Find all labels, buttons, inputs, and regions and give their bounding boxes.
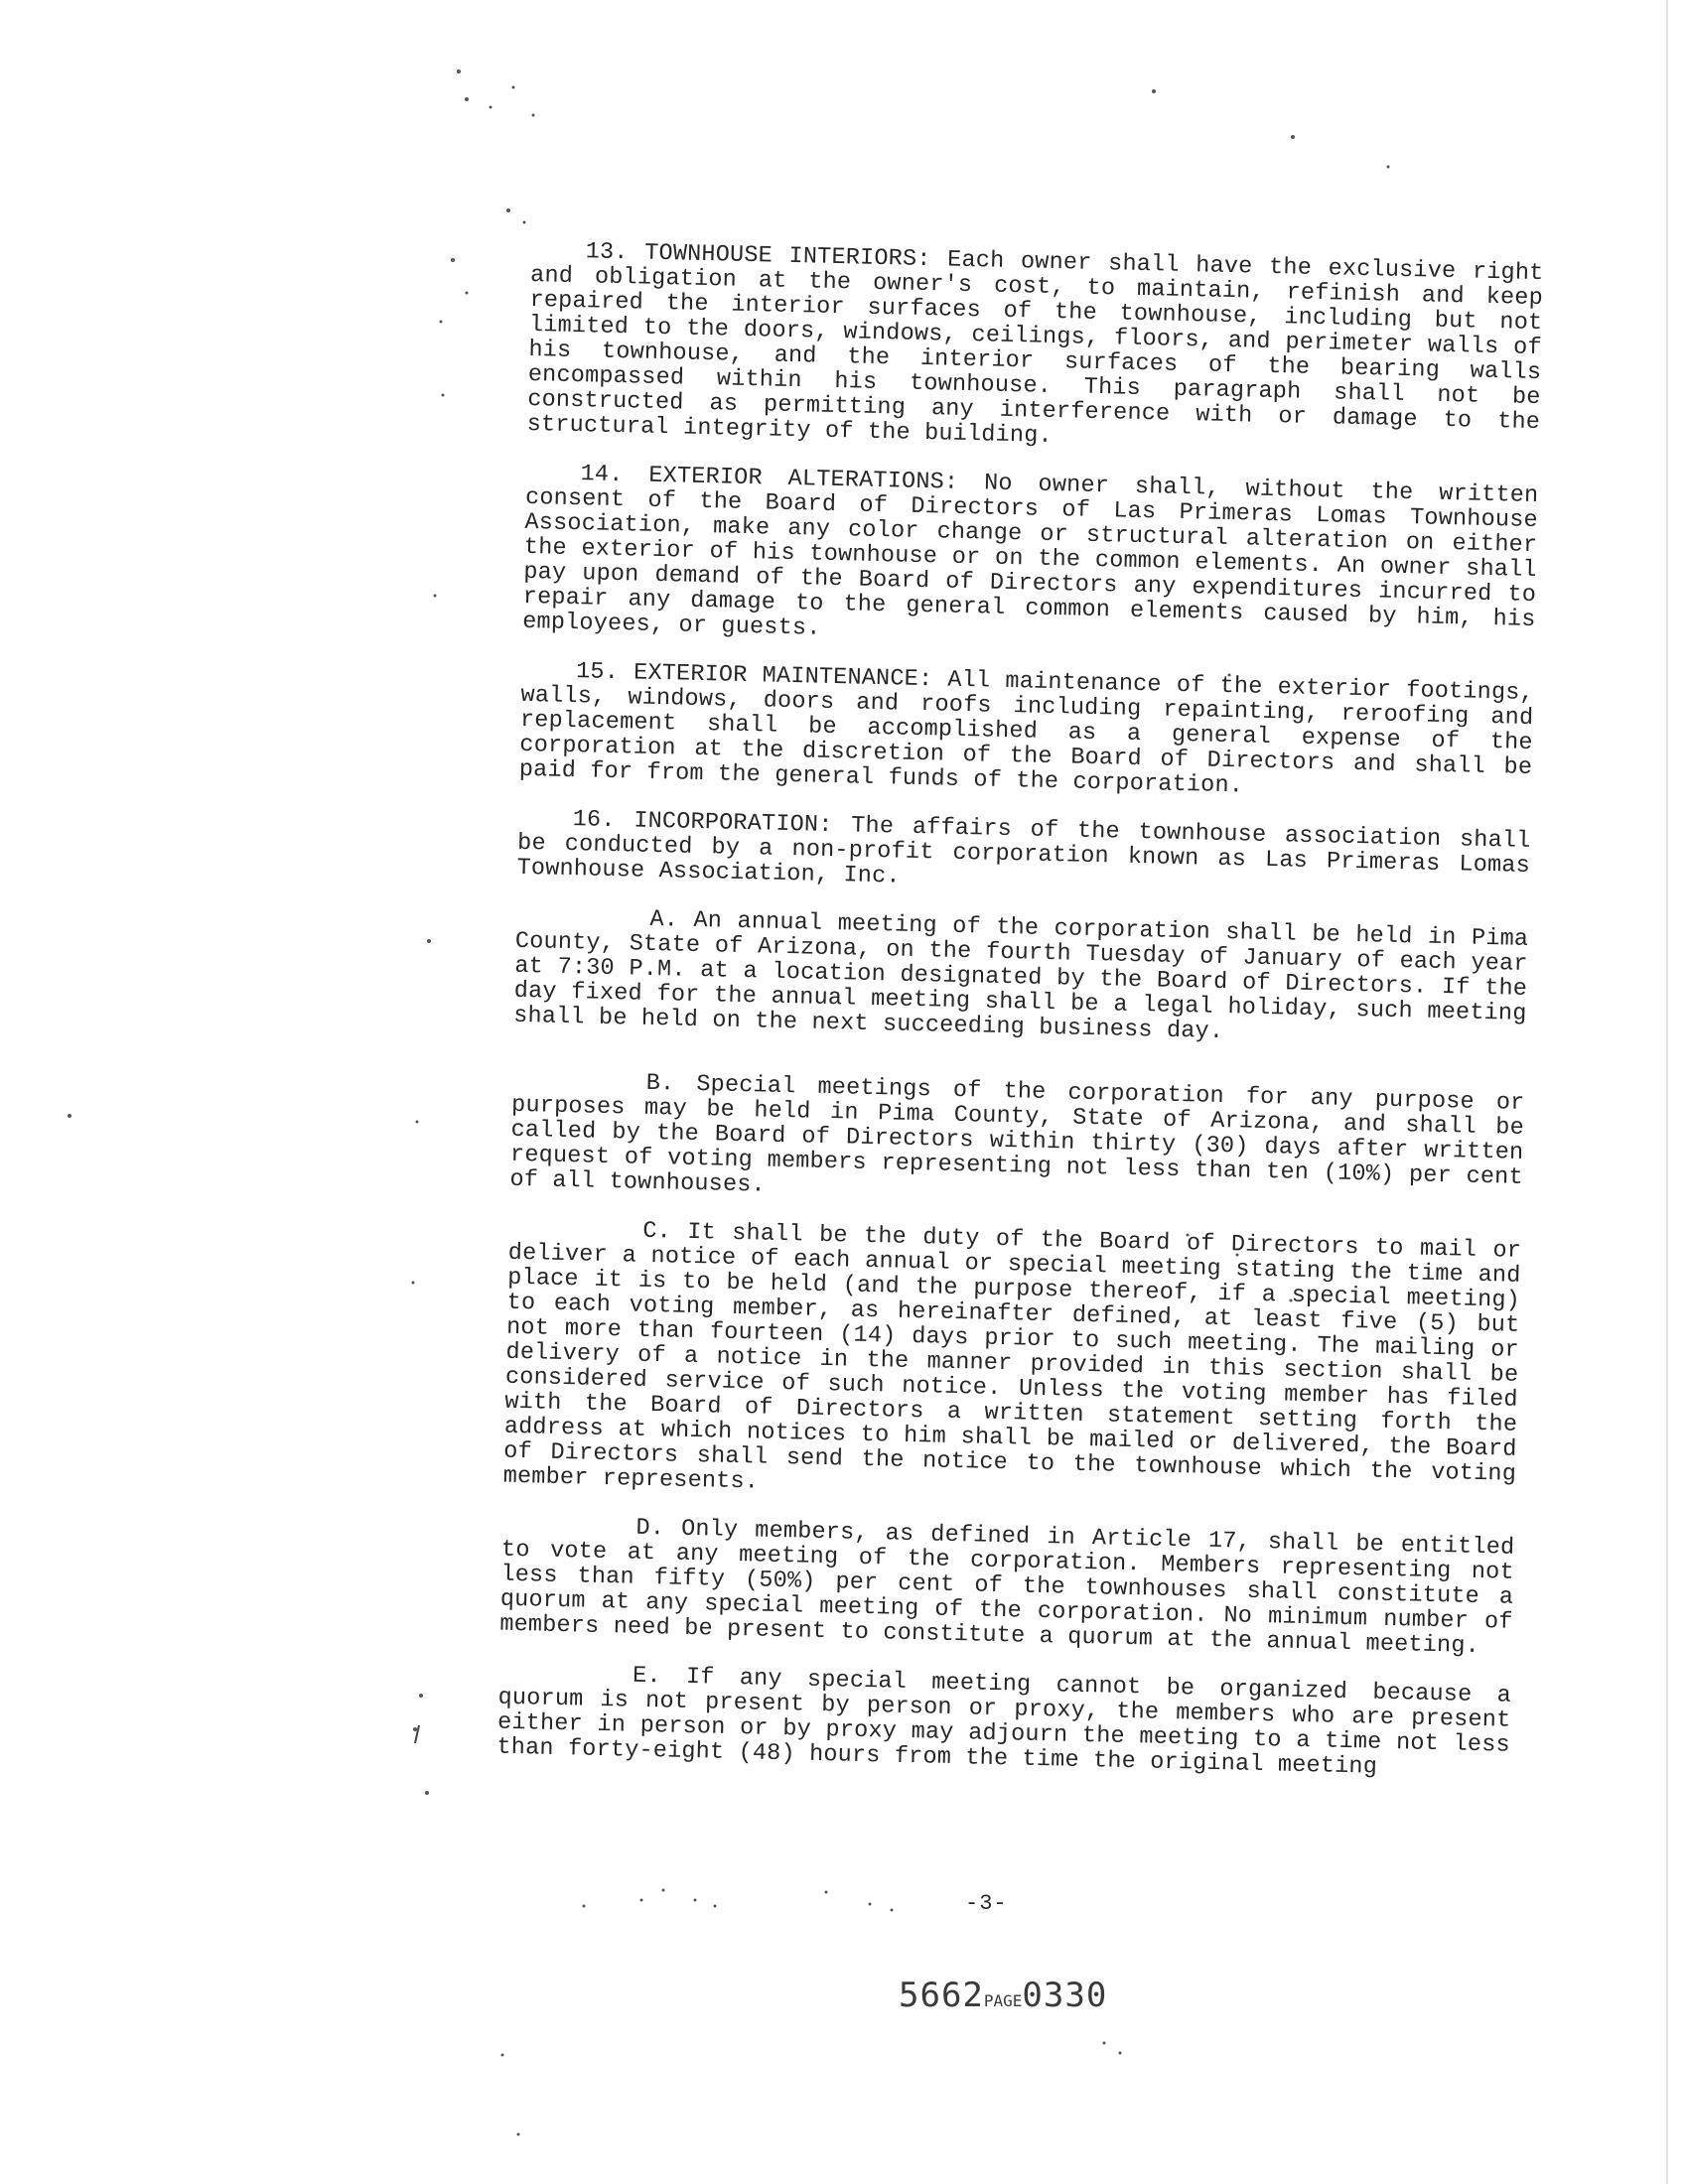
subsection-b-special-meetings: B. Special meetings of the corporation for any purpose or purposes may be held in Pima County, State of Arizona, and shall be called by the Board of Directors within thirty (30) days after written request of voting members representing not less than ten (10%) per cent of all townhouses. (509, 1069, 1525, 1199)
subsection-c-notice-duty: C. It shall be the duty of the Board of Directors to mail or deliver a notice of each annual or special meeting stating the time and place it is to be held (and the purpose thereof, if a special meeting) to each voting member, as hereinafter defined, at least five (5) but not more than fourteen (14) days prior to such meeting. The mailing or delivery of a notice in the manner provided in this section shall be considered service of such notice. Unless the voting member has filed with the Board of Directors a written statement setting forth the address at which notices to him shall be mailed or delivered, the Board of Directors shall send the notice to the townhouse which the voting member represents. (502, 1217, 1522, 1496)
section-13-townhouse-interiors: 13. TOWNHOUSE INTERIORS: Each owner shall have the exclusive right and obligation at the owner's cost, to maintain, refinish and keep repaired the interior surfaces of the townhouse, including but not limited to the doors, windows, ceilings, floors, and perimeter walls of his townhouse, and the interior surfaces of the bearing walls encompassed within his townhouse. This paragraph shall not be constructed as permitting any interference with or damage to the structural integrity of the building. (526, 238, 1544, 450)
subsection-d-voting-quorum: D. Only members, as defined in Article 17, shall be entitled to vote at any meeting of the corporation. Members representing not less than fifty (50%) per cent of the townhouses shall constitute a quorum at any special meeting of the corporation. No minimum number of members need be present to constitute a quorum at the annual meeting. (499, 1514, 1515, 1661)
page-label: PAGE (983, 1991, 1023, 2010)
recording-book-page-stamp (899, 1976, 1107, 2015)
subsection-e-adjournment: E. If any special meeting cannot be organized because a quorum is not present by person or proxy, the members who are present either in person or by proxy may adjourn the meeting to a time not less than forty-eight (48) hours from the time the original meeting (496, 1662, 1512, 1781)
document-body (496, 238, 1544, 1807)
book-number: 5662 (899, 1976, 984, 2015)
section-14-exterior-alterations: 14. EXTERIOR ALTERATIONS: No owner shall, without the written consent of the Board of Directors of Las Primeras Lomas Townhouse Association, make any color change or structural alteration on either the exterior of his townhouse or on the common elements. An owner shall pay upon demand of the Board of Directors any expenditures incurred to repair any damage to the general common elements caused by him, his employees, or guests. (521, 461, 1539, 642)
book-page-number: 0330 (1022, 1976, 1108, 2015)
subsection-a-annual-meeting: A. An annual meeting of the corporation shall be held in Pima County, State of Arizona, on the fourth Tuesday of January of each year at 7:30 P.M. at a location designated by the Board of Directors. If the day fixed for the annual meeting shall be a legal holiday, such meeting shall be held on the next succeeding business day. (512, 905, 1529, 1046)
section-15-exterior-maintenance: 15. EXTERIOR MAINTENANCE: All maintenance of the exterior footings, walls, windows, doors and roofs including repainting, reroofing and replacement shall be accomplished as a general expense of the corporation at the discretion of the Board of Directors and shall be paid for from the general funds of the corporation. (518, 658, 1535, 800)
section-16-incorporation: 16. INCORPORATION: The affairs of the townhouse association shall be conducted by a non-profit corporation known as Las Primeras Lomas Townhouse Association, Inc. (516, 806, 1531, 890)
page-number: -3- (965, 1891, 1008, 1916)
